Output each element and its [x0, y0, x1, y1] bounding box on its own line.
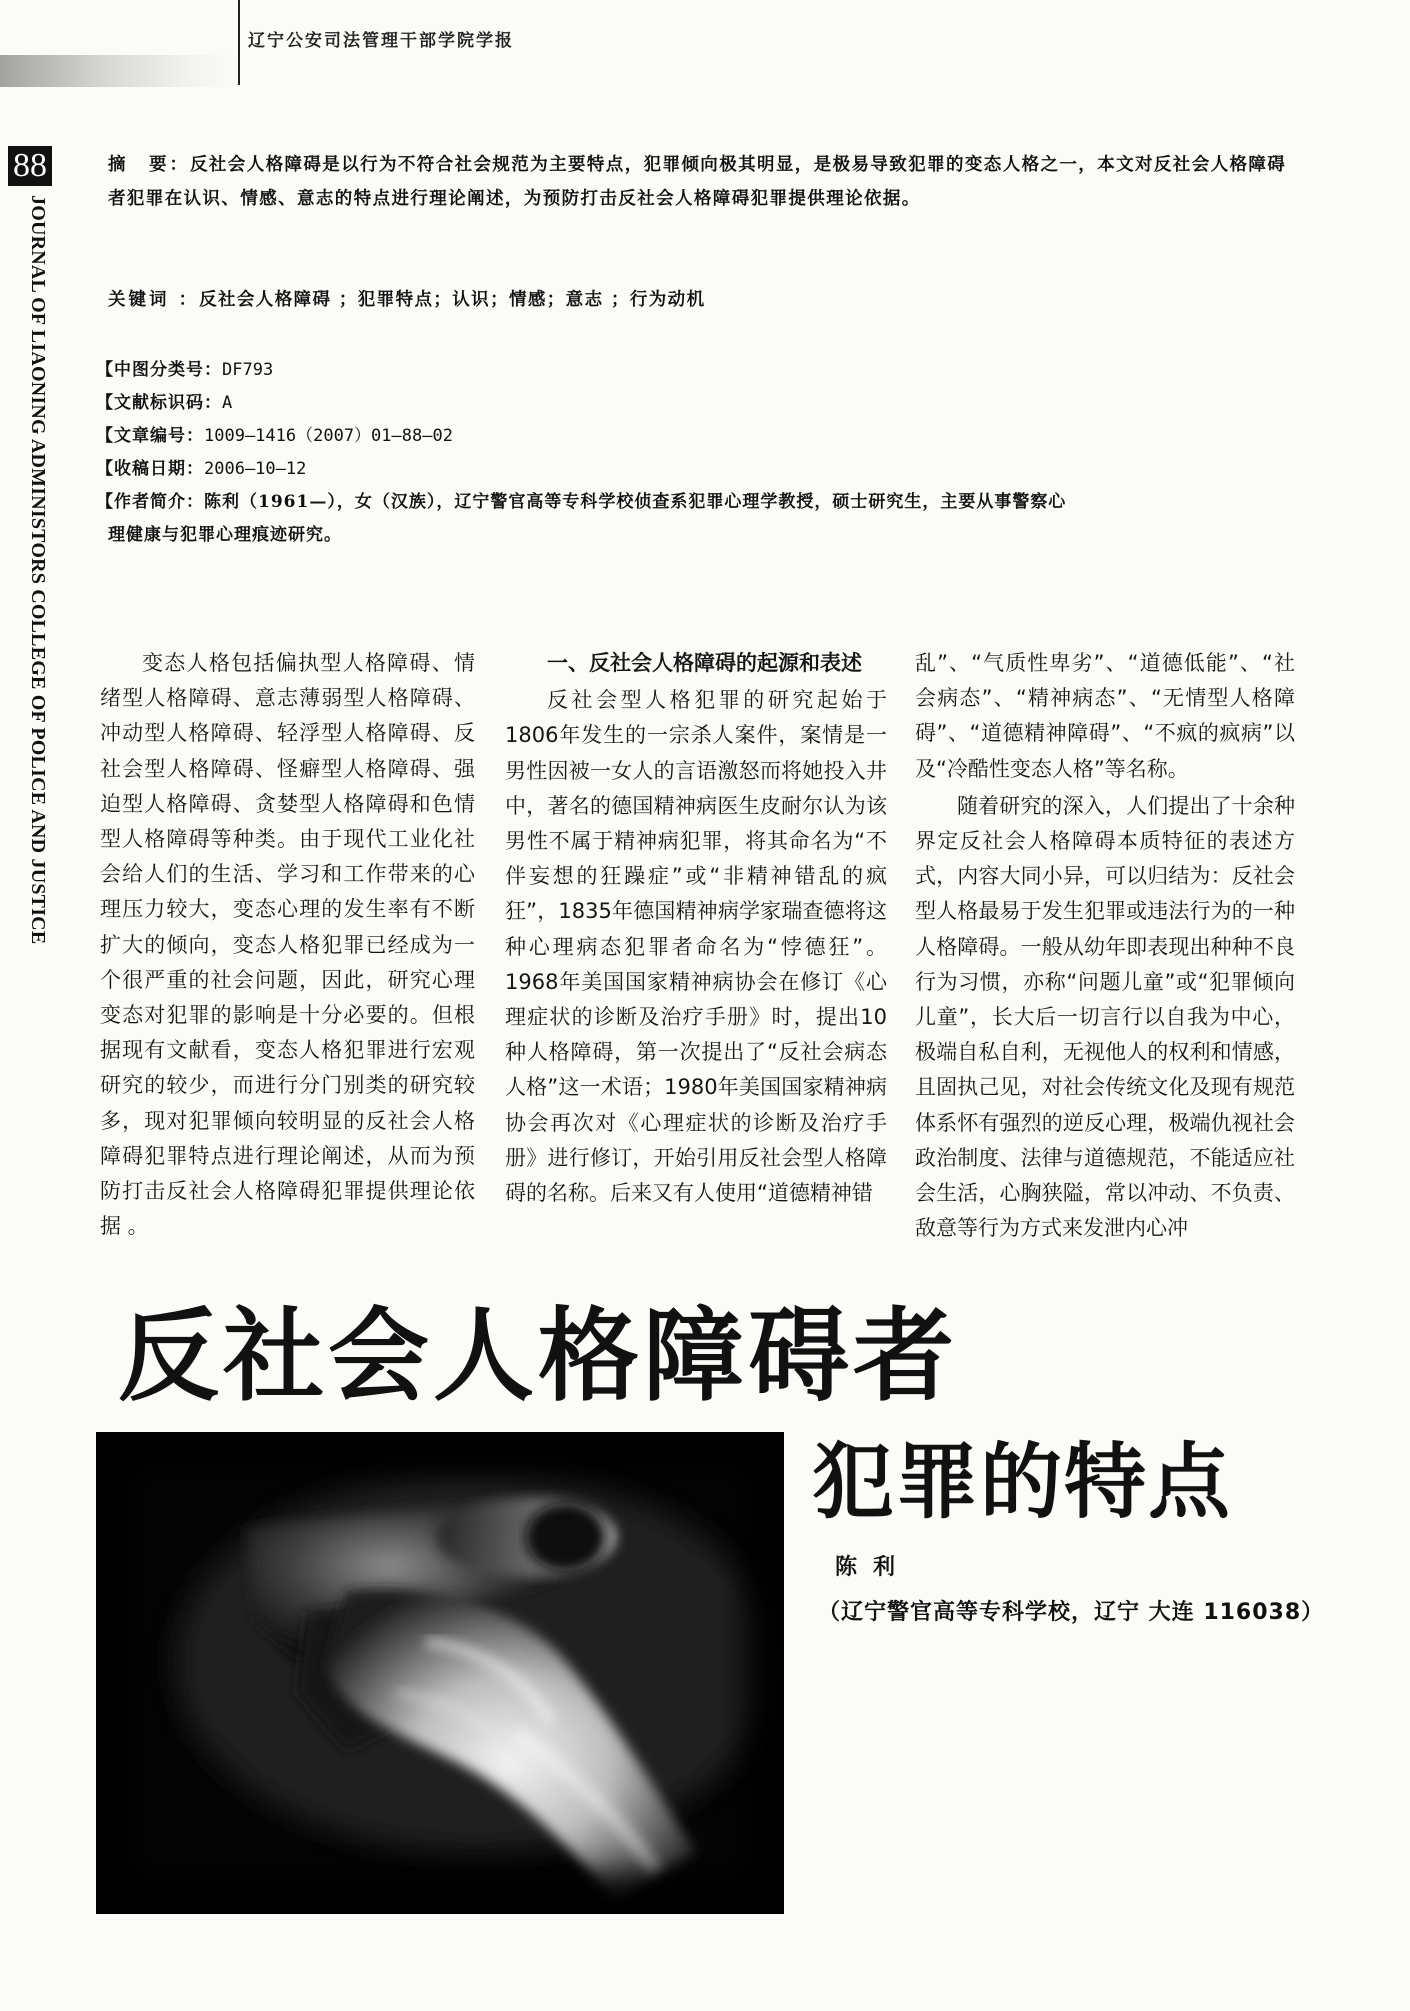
hand-holding-pistol-photo: [96, 1432, 784, 1914]
author-affiliation: （辽宁警官高等专科学校，辽宁 大连 116038）: [818, 1600, 1325, 1625]
keywords-text: 反社会人格障碍 ；犯罪特点；认识；情感；意志 ；行为动机: [199, 290, 706, 310]
doc-code-label: 【文献标识码：: [96, 393, 222, 413]
received-value: 2006—10—12: [204, 459, 307, 479]
article-no-line: [96, 420, 1306, 453]
author-bio-continuation: 理健康与犯罪心理痕迹研究。: [108, 525, 342, 545]
doc-code-value: A: [222, 393, 233, 413]
author-bio-line: [96, 486, 1306, 519]
page-number: 88: [8, 146, 52, 186]
author-name: 陈利: [835, 1555, 912, 1580]
abstract: [108, 148, 1303, 216]
abstract-text: 反社会人格障碍是以行为不符合社会规范为主要特点，犯罪倾向极其明显，是极易导致犯罪的变态人格之一，本文对反社会人格障碍者犯罪在认识、情感、意志的特点进行理论阐述，为预防打击反社会人格障碍犯罪提供理论依据。: [108, 155, 1287, 209]
journal-english-name: JOURNAL OF LIAONING ADMINISTORS COLLEGE OF POLICE AND JUSTICE: [27, 195, 49, 945]
article-title-line-1: 反社会人格障碍者: [118, 1296, 959, 1415]
body-column-1: [100, 646, 475, 1244]
doc-code-line: [96, 387, 1306, 420]
body-column-3: [915, 646, 1295, 1246]
article-no-value: 1009—1416（2007）01—88—02: [204, 426, 453, 446]
journal-header-title: 辽宁公安司法管理干部学院学报: [248, 31, 514, 51]
received-line: [96, 453, 1306, 486]
author-bio-text-1: 陈利（1961—），女（汉族），辽宁警官高等专科学校侦查系犯罪心理学教授，硕士研究生，主要从事警察心: [204, 492, 1067, 512]
received-label: 【收稿日期：: [96, 459, 204, 479]
body-paragraph: 随着研究的深入，人们提出了十余种界定反社会人格障碍本质特征的表述方式，内容大同小异，可以归结为：反社会型人格最易于发生犯罪或违法行为的一种人格障碍。一般从幼年即表现出种种不良行为习惯，亦称“问题儿童”或“犯罪倾向儿童”，长大后一切言行以自我为中心，极端自私自利，无视他人的权利和情感，且固执己见，对社会传统文化及现有规范体系怀有强烈的逆反心理，极端仇视社会政治制度、法律与道德规范，不能适应社会生活，心胸狭隘，常以冲动、不负责、敌意等行为方式来发泄内心冲: [915, 793, 1295, 1241]
body-column-2: [505, 646, 887, 1211]
keywords-label: 关键词 ：: [108, 290, 200, 310]
author-bio-label: 【作者简介：: [96, 492, 204, 512]
body-paragraph: 反社会型人格犯罪的研究起始于1806年发生的一宗杀人案件，案情是一男性因被一女人的言语激怒而将她投入井中，著名的德国精神病医生皮耐尔认为该男性不属于精神病犯罪，将其命名为“不伴妄想的狂躁症”或“非精神错乱的疯狂”，1835年德国精神病学家瑞查德将这种心理病态犯罪者命名为“悖德狂”。1968年美国国家精神病协会在修订《心理症状的诊断及治疗手册》时，提出10种人格障碍，第一次提出了“反社会病态人格”这一术语；1980年美国国家精神病协会再次对《心理症状的诊断及治疗手册》进行修订，开始引用反社会型人格障碍的名称。后来又有人使用“道德精神错: [505, 688, 887, 1206]
header-divider: [238, 0, 240, 85]
clc-value: DF793: [222, 360, 274, 380]
article-no-label: 【文章编号：: [96, 426, 204, 446]
abstract-label: 摘 要：: [108, 155, 190, 175]
keywords: [108, 286, 705, 311]
clc-label: 【中图分类号：: [96, 360, 222, 380]
photo-illustration: [96, 1432, 784, 1914]
body-paragraph: 变态人格包括偏执型人格障碍、情绪型人格障碍、意志薄弱型人格障碍、冲动型人格障碍、轻浮型人格障碍、反社会型人格障碍、怪癖型人格障碍、强迫型人格障碍、贪婪型人格障碍和色情型人格障碍等种类。由于现代工业化社会给人们的生活、学习和工作带来的心理压力较大，变态心理的发生率有不断扩大的倾向，变态人格犯罪已经成为一个很严重的社会问题，因此，研究心理变态对犯罪的影响是十分必要的。但根据现有文献看，变态人格犯罪进行宏观研究的较少，而进行分门别类的研究较多，现对犯罪倾向较明显的反社会人格障碍犯罪特点进行理论阐述，从而为预防打击反社会人格障碍犯罪提供理论依据 。: [100, 651, 475, 1239]
clc-line: [96, 354, 1306, 387]
body-paragraph-continued: 乱”、“气质性卑劣”、“道德低能”、“社会病态”、“精神病态”、“无情型人格障碍”、“道德精神障碍”、“不疯的疯病”以及“冷酷性变态人格”等名称。: [915, 651, 1295, 781]
article-title-line-2: 犯罪的特点: [812, 1434, 1233, 1530]
article-metadata: [96, 354, 1306, 552]
section-heading: 一、反社会人格障碍的起源和表述: [547, 651, 862, 675]
scan-smudge: [0, 55, 240, 87]
